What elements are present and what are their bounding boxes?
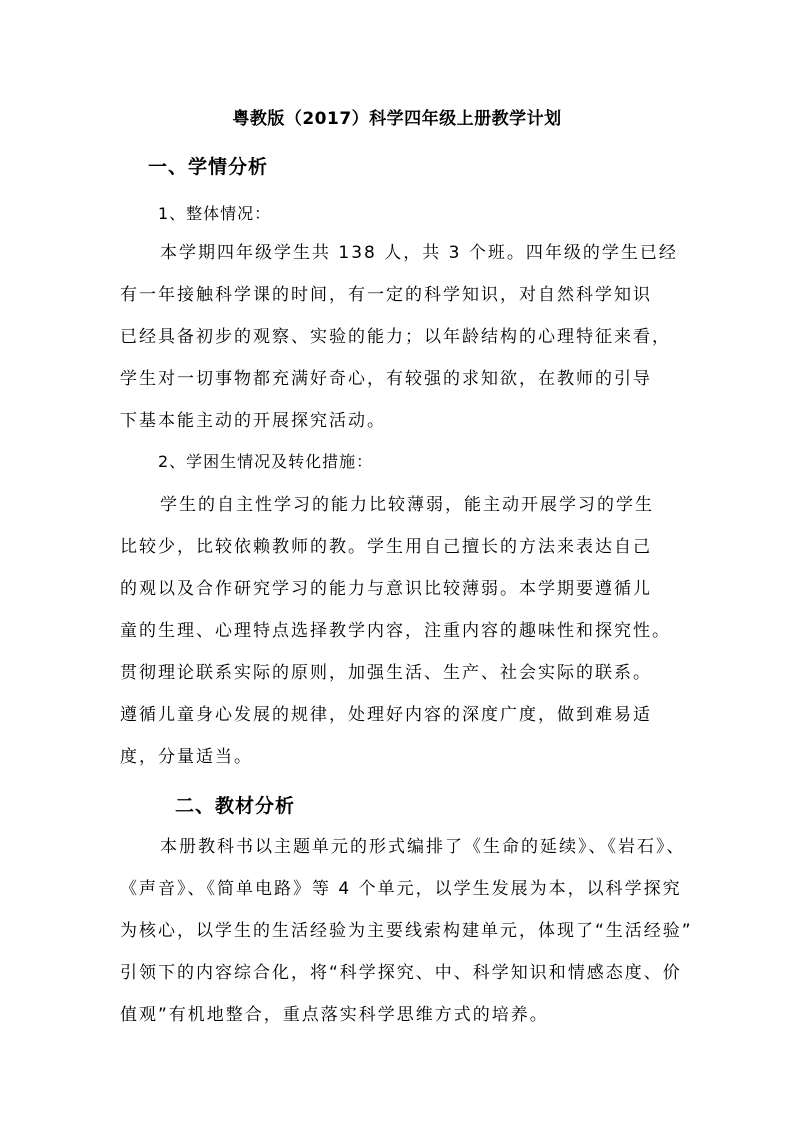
paragraph-line: 学生对一切事物都充满好奇心，有较强的求知欲，在教师的引导 bbox=[120, 369, 652, 389]
section-heading-student-analysis: 一、学情分析 bbox=[148, 156, 269, 178]
paragraph-line: 本册教科书以主题单元的形式编排了《生命的延续》、《岩石》、 bbox=[160, 837, 686, 857]
paragraph-line: 遵循儿童身心发展的规律，处理好内容的深度广度，做到难易适 bbox=[120, 705, 652, 725]
paragraph-line: 比较少，比较依赖教师的教。学生用自己擅长的方法来表达自己 bbox=[120, 537, 652, 557]
paragraph-line: 本学期四年级学生共 138 人，共 3 个班。四年级的学生已经 bbox=[160, 243, 678, 263]
paragraph-line: 学生的自主性学习的能力比较薄弱，能主动开展学习的学生 bbox=[160, 495, 654, 515]
paragraph-line: 《声音》、《简单电路》等 4 个单元，以学生发展为本，以科学探究 bbox=[120, 879, 682, 899]
paragraph-line: 贯彻理论联系实际的原则，加强生活、生产、社会实际的联系。 bbox=[120, 663, 652, 683]
section-heading-textbook-analysis: 二、教材分析 bbox=[175, 795, 296, 817]
subsection-heading-struggling-students: 2、学困生情况及转化措施： bbox=[158, 452, 374, 471]
paragraph-line: 童的生理、心理特点选择教学内容，注重内容的趣味性和探究性。 bbox=[120, 621, 671, 641]
paragraph-line: 引领下的内容综合化，将“科学探究、中、科学知识和情感态度、价 bbox=[120, 963, 682, 983]
paragraph-line: 有一年接触科学课的时间，有一定的科学知识，对自然科学知识 bbox=[120, 285, 652, 305]
document-title: 粤教版（2017）科学四年级上册教学计划 bbox=[232, 109, 562, 129]
paragraph-line: 下基本能主动的开展探究活动。 bbox=[120, 411, 386, 431]
paragraph-line: 已经具备初步的观察、实验的能力；以年龄结构的心理特征来看， bbox=[120, 327, 671, 347]
paragraph-line: 度，分量适当。 bbox=[120, 747, 253, 767]
subsection-heading-overall: 1、整体情况： bbox=[158, 204, 272, 223]
paragraph-line: 值观”有机地整合，重点落实科学思维方式的培养。 bbox=[120, 1005, 549, 1025]
paragraph-line: 为核心，以学生的生活经验为主要线索构建单元，体现了“生活经验” bbox=[120, 921, 693, 941]
paragraph-line: 的观以及合作研究学习的能力与意识比较薄弱。本学期要遵循儿 bbox=[120, 579, 652, 599]
